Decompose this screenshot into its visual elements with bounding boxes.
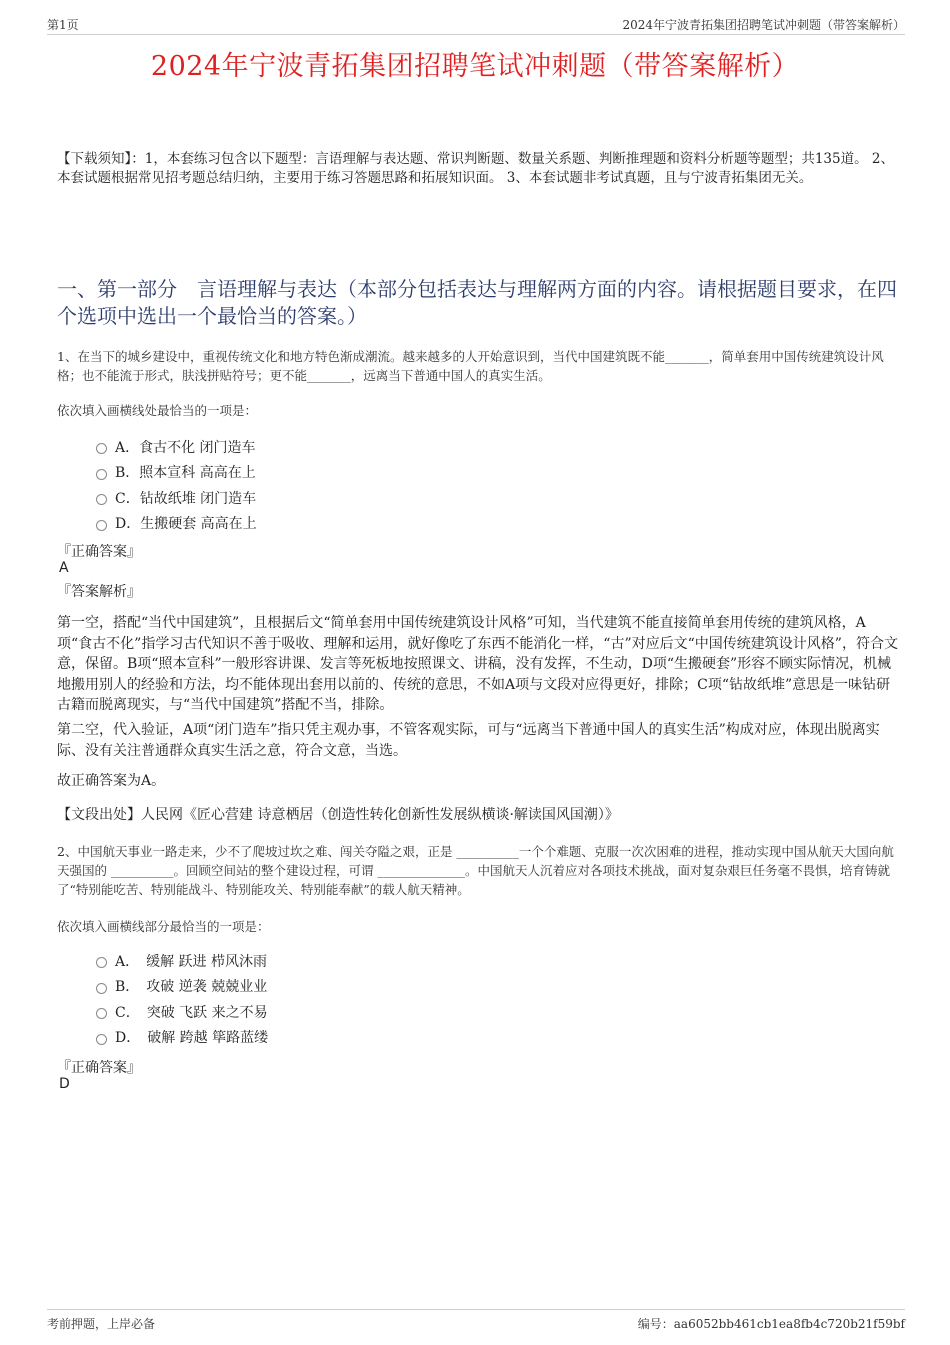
answer-label: 『正确答案』: [57, 544, 141, 560]
option-b[interactable]: B． 攻破 逆袭 兢兢业业: [96, 974, 268, 1000]
analysis-conclusion: 故正确答案为A。: [57, 773, 166, 789]
page-footer: [47, 1309, 905, 1330]
radio-icon[interactable]: [96, 1008, 107, 1019]
option-b[interactable]: B．照本宣科 高高在上: [96, 460, 257, 486]
download-notice: 【下载须知】：1，本套练习包含以下题型：言语理解与表达题、常识判断题、数量关系题、判断推理题和资料分析题等题型；共135道。 2、本套试题根据常见招考题总结归纳，主要用于练习答题思路和拓展知识面。 3、本套试题非考试真题，且与宁波青拓集团无关。: [57, 151, 894, 186]
analysis-label: 『答案解析』: [57, 584, 141, 600]
document-title: 2024年宁波青拓集团招聘笔试冲刺题（带答案解析）: [150, 51, 800, 82]
option-d[interactable]: D．生搬硬套 高高在上: [96, 511, 257, 537]
radio-icon[interactable]: [96, 443, 107, 454]
radio-icon[interactable]: [96, 957, 107, 968]
analysis-paragraph-2: 第二空，代入验证，A项“闭门造车”指只凭主观办事，不管客观实际，可与“远离当下普通中国人的真实生活”构成对应，体现出脱离实际、没有关注普通群众真实生活之意，符合文意，当选。: [57, 722, 880, 759]
radio-icon[interactable]: [96, 494, 107, 505]
answer-label: 『正确答案』: [57, 1060, 141, 1076]
footer-serial: 编号：aa6052bb461cb1ea8fb4c720b21f59bf: [637, 1317, 905, 1331]
radio-icon[interactable]: [96, 469, 107, 480]
section-title: 一、第一部分 言语理解与表达（本部分包括表达与理解两方面的内容。请根据题目要求，在四个选项中选出一个最恰当的答案。）: [57, 277, 897, 328]
analysis-paragraph-1: 第一空，搭配“当代中国建筑”，且根据后文“简单套用中国传统建筑设计风格”可知，当代建筑不能直接简单套用传统的建筑风格，A项“食古不化”指学习古代知识不善于吸收、理解和运用，就好像吃了东西不能消化一样，“古”对应后文“中国传统建筑设计风格”，符合文意，保留。B项“照本宣科”一般形容讲课、发言等死板地按照课文、讲稿，没有发挥，不生动，D项“生搬硬套”形容不顾实际情况，机械地搬用别人的经验和方法，均不能体现出套用以前的、传统的意思，不如A项与文段对应得更好，排除；C项“钻故纸堆”意思是一味钻研古籍而脱离现实，与“当代中国建筑”搭配不当，排除。: [57, 615, 898, 713]
option-d[interactable]: D． 破解 跨越 筚路蓝缕: [96, 1025, 268, 1051]
footer-slogan: 考前押题，上岸必备: [47, 1317, 156, 1331]
header-doc-title: 2024年宁波青拓集团招聘笔试冲刺题（带答案解析）: [622, 18, 905, 32]
option-c[interactable]: C． 突破 飞跃 来之不易: [96, 999, 268, 1025]
question-2-text: 2、中国航天事业一路走来，少不了爬坡过坎之难、闯关夺隘之艰，正是 __________一个个难题、克服一次次困难的进程，推动实现中国从航天大国向航天强国的 __________。回顾空间站的整个建设过程，可谓 ______________。中国航天人沉着应对各项技术挑战，面对复杂艰巨任务毫不畏惧，培育铸就了“特别能吃苦、特别能战斗、特别能攻关、特别能奉献”的载人航天精神。: [57, 844, 894, 897]
option-c[interactable]: C．钻故纸堆 闭门造车: [96, 485, 257, 511]
radio-icon[interactable]: [96, 1034, 107, 1045]
radio-icon[interactable]: [96, 983, 107, 994]
option-a[interactable]: A． 缓解 跃进 栉风沐雨: [96, 948, 268, 974]
option-a[interactable]: A．食古不化 闭门造车: [96, 434, 257, 460]
source-citation: 【文段出处】人民网《匠心营建 诗意栖居（创造性转化创新性发展纵横谈·解读国风国潮）》: [57, 807, 619, 823]
answer-value: A: [59, 560, 69, 576]
question-2-prompt: 依次填入画横线部分最恰当的一项是：: [57, 919, 270, 934]
question-2-options: [96, 948, 268, 1050]
question-1-text: 1、在当下的城乡建设中，重视传统文化和地方特色渐成潮流。越来越多的人开始意识到，当代中国建筑既不能_______，简单套用中国传统建筑设计风格；也不能流于形式，肤浅拼贴符号；更不能_______，远离当下普通中国人的真实生活。: [57, 349, 884, 383]
page-header: [47, 14, 905, 35]
radio-icon[interactable]: [96, 520, 107, 531]
page-number: 第1页: [47, 18, 79, 32]
answer-value: D: [59, 1076, 70, 1092]
question-1-prompt: 依次填入画横线处最恰当的一项是：: [57, 403, 258, 418]
question-1-options: [96, 434, 257, 536]
